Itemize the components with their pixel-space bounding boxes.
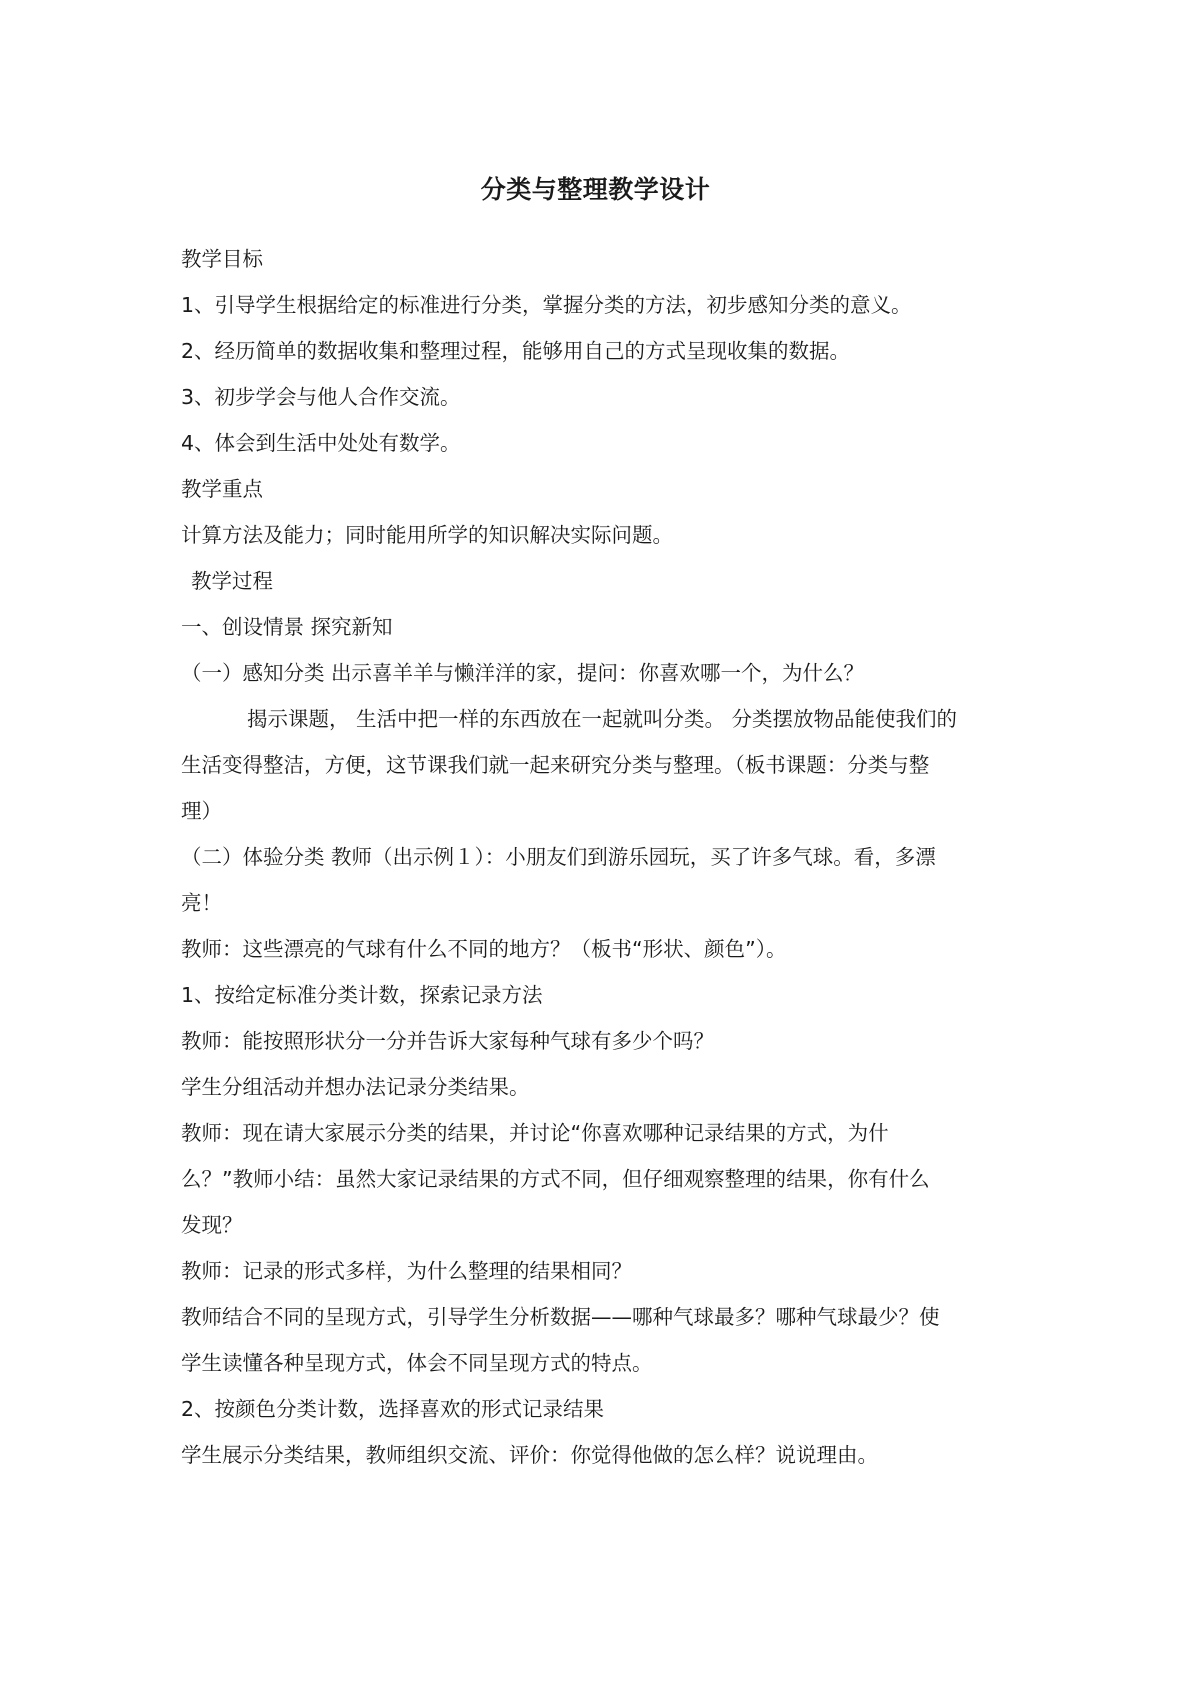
paragraph-line: 学生展示分类结果，教师组织交流、评价：你觉得他做的怎么样？说说理由。 xyxy=(181,1443,878,1467)
goal-item-4: 4、体会到生活中处处有数学。 xyxy=(181,431,461,455)
paragraph-line: 亮！ xyxy=(181,891,222,915)
document-title: 分类与整理教学设计 xyxy=(480,175,711,204)
subsection-perceive-classification: （一）感知分类 出示喜羊羊与懒洋洋的家，提问：你喜欢哪一个，为什么？ xyxy=(181,661,865,685)
step-2-heading: 2、按颜色分类计数，选择喜欢的形式记录结果 xyxy=(181,1397,605,1421)
paragraph-line: 学生分组活动并想办法记录分类结果。 xyxy=(181,1075,530,1099)
goal-item-2: 2、经历简单的数据收集和整理过程，能够用自己的方式呈现收集的数据。 xyxy=(181,339,851,363)
paragraph-line: 么？”教师小结：虽然大家记录结果的方式不同，但仔细观察整理的结果，你有什么 xyxy=(181,1167,930,1191)
step-1-heading: 1、按给定标准分类计数，探索记录方法 xyxy=(181,983,543,1007)
paragraph-line: 教师：能按照形状分一分并告诉大家每种气球有多少个吗？ xyxy=(181,1029,714,1053)
goal-item-3: 3、初步学会与他人合作交流。 xyxy=(181,385,461,409)
subsection-experience-classification: （二）体验分类 教师（出示例１）：小朋友们到游乐园玩，买了许多气球。看，多漂 xyxy=(181,845,936,869)
document-body xyxy=(181,236,1021,1478)
heading-teaching-process: 教学过程 xyxy=(191,569,273,593)
heading-key-points: 教学重点 xyxy=(181,477,263,501)
goal-item-1: 1、引导学生根据给定的标准进行分类，掌握分类的方法，初步感知分类的意义。 xyxy=(181,293,912,317)
paragraph-line: 教师：记录的形式多样，为什么整理的结果相同？ xyxy=(181,1259,632,1283)
paragraph-line: 发现？ xyxy=(181,1213,243,1237)
heading-teaching-goals: 教学目标 xyxy=(181,247,263,271)
paragraph-line: 教师：这些漂亮的气球有什么不同的地方？（板书“形状、颜色”）。 xyxy=(181,937,787,961)
section-one-heading: 一、创设情景 探究新知 xyxy=(181,615,393,639)
paragraph-line: 学生读懂各种呈现方式，体会不同呈现方式的特点。 xyxy=(181,1351,653,1375)
paragraph-line: 教师结合不同的呈现方式，引导学生分析数据——哪种气球最多？哪种气球最少？使 xyxy=(181,1305,940,1329)
paragraph-line: 生活变得整洁，方便，这节课我们就一起来研究分类与整理。（板书课题：分类与整 xyxy=(181,753,930,777)
paragraph-line: 揭示课题， 生活中把一样的东西放在一起就叫分类。 分类摆放物品能使我们的 xyxy=(247,707,958,731)
paragraph-line: 理） xyxy=(181,799,222,823)
key-points-text: 计算方法及能力；同时能用所学的知识解决实际问题。 xyxy=(181,523,673,547)
paragraph-line: 教师：现在请大家展示分类的结果，并讨论“你喜欢哪种记录结果的方式，为什 xyxy=(181,1121,889,1145)
